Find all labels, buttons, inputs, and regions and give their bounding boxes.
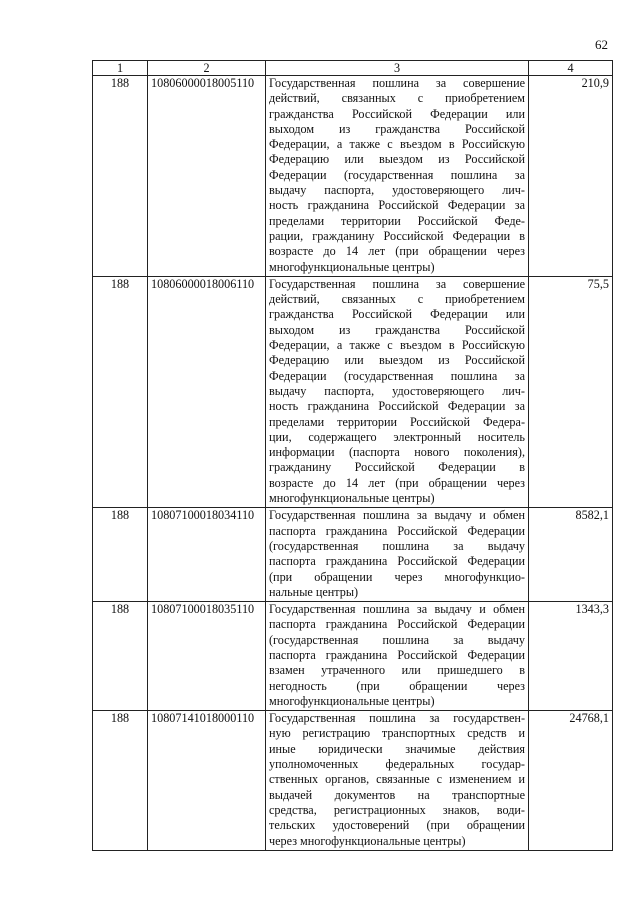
description-cell: [266, 711, 529, 851]
description-line: многофункциональные центры): [269, 491, 435, 506]
amount-cell: 75,5: [529, 276, 613, 507]
description-line: через многофункциональные центры): [269, 833, 466, 848]
table-row: [93, 602, 613, 711]
description-line: выходом из гражданства Российской: [269, 322, 525, 337]
description-line: выходом из гражданства Российской: [269, 121, 525, 136]
revenue-table: [92, 60, 613, 851]
description-line: гражданину Российской Федерации в: [269, 460, 525, 475]
description-cell: [266, 276, 529, 507]
description-line: выдачу паспорта, удостоверяющего лич-: [269, 183, 525, 198]
admin-code-cell: 188: [93, 602, 148, 711]
description-line: паспорта гражданина Российской Федерации: [269, 554, 525, 569]
description-line: Федерацию или выездом из Российской: [269, 353, 525, 368]
description-line: многофункциональные центры): [269, 693, 435, 708]
description-line: Государственная пошлина за совершение: [269, 276, 525, 291]
description-line: паспорта гражданина Российской Федерации: [269, 523, 525, 538]
description-line: выдачей документов на транспортные: [269, 787, 525, 802]
kbk-code-cell: 10807100018035110: [148, 602, 266, 711]
description-line: нальные центры): [269, 584, 359, 599]
description-line: взамен утраченного или пришедшего в: [269, 663, 525, 678]
description-line: средства, регистрационных знаков, води-: [269, 802, 525, 817]
description-line: информации (паспорта нового поколения),: [269, 445, 525, 460]
description-line: действий, связанных с приобретением: [269, 91, 525, 106]
description-line: паспорта гражданина Российской Федерации: [269, 617, 525, 632]
description-line: ственных органов, связанные с изменением и: [269, 772, 525, 787]
description-line: возрасте до 14 лет (при обращении через: [269, 244, 525, 259]
description-line: гражданства Российской Федерации или: [269, 307, 525, 322]
table-row: [93, 711, 613, 851]
description-line: уполномоченных федеральных государ-: [269, 757, 525, 772]
description-line: Федерации (государственная пошлина за: [269, 368, 525, 383]
description-line: рации, гражданину Российской Федерации в: [269, 228, 525, 243]
description-cell: [266, 76, 529, 277]
description-line: Федерации (государственная пошлина за: [269, 167, 525, 182]
description-line: (государственная пошлина за выдачу: [269, 538, 525, 553]
kbk-code-cell: 10806000018005110: [148, 76, 266, 277]
admin-code-cell: 188: [93, 508, 148, 602]
description-line: многофункциональные центры): [269, 259, 435, 274]
column-header: 4: [529, 61, 613, 76]
description-line: (государственная пошлина за выдачу: [269, 632, 525, 647]
description-line: возрасте до 14 лет (при обращении через: [269, 475, 525, 490]
description-line: (при обращении через многофункцио-: [269, 569, 525, 584]
amount-cell: 8582,1: [529, 508, 613, 602]
table-row: [93, 508, 613, 602]
admin-code-cell: 188: [93, 76, 148, 277]
description-line: ную регистрацию транспортных средств и: [269, 726, 525, 741]
description-line: Федерации, а также с въездом в Российскую: [269, 137, 525, 152]
table-row: [93, 76, 613, 277]
page-number: 62: [595, 37, 608, 52]
description-line: негодность (при обращении через: [269, 678, 525, 693]
description-cell: [266, 508, 529, 602]
description-line: ность гражданина Российской Федерации за: [269, 198, 525, 213]
kbk-code-cell: 10807100018034110: [148, 508, 266, 602]
description-line: Государственная пошлина за совершение: [269, 76, 525, 90]
amount-cell: 210,9: [529, 76, 613, 277]
description-line: действий, связанных с приобретением: [269, 292, 525, 307]
column-header: 3: [266, 61, 529, 76]
admin-code-cell: 188: [93, 711, 148, 851]
admin-code-cell: 188: [93, 276, 148, 507]
description-line: пределами территории Российской Федера-: [269, 414, 525, 429]
description-line: выдачу паспорта, удостоверяющего лич-: [269, 383, 525, 398]
description-line: гражданства Российской Федерации или: [269, 106, 525, 121]
description-line: Государственная пошлина за выдачу и обмен: [269, 508, 525, 523]
description-line: ность гражданина Российской Федерации за: [269, 399, 525, 414]
kbk-code-cell: 10806000018006110: [148, 276, 266, 507]
description-line: Федерации, а также с въездом в Российскую: [269, 338, 525, 353]
description-line: тельских удостоверений (при обращении: [269, 818, 525, 833]
kbk-code-cell: 10807141018000110: [148, 711, 266, 851]
amount-cell: 24768,1: [529, 711, 613, 851]
description-line: пределами территории Российской Феде-: [269, 213, 525, 228]
table-header-row: [93, 61, 613, 76]
description-line: паспорта гражданина Российской Федерации: [269, 647, 525, 662]
column-header: 2: [148, 61, 266, 76]
description-cell: [266, 602, 529, 711]
column-header: 1: [93, 61, 148, 76]
description-line: ции, содержащего электронный носитель: [269, 429, 525, 444]
description-line: Государственная пошлина за государствен-: [269, 711, 525, 726]
amount-cell: 1343,3: [529, 602, 613, 711]
description-line: иные юридически значимые действия: [269, 741, 525, 756]
table-row: [93, 276, 613, 507]
description-line: Федерацию или выездом из Российской: [269, 152, 525, 167]
description-line: Государственная пошлина за выдачу и обмен: [269, 602, 525, 617]
